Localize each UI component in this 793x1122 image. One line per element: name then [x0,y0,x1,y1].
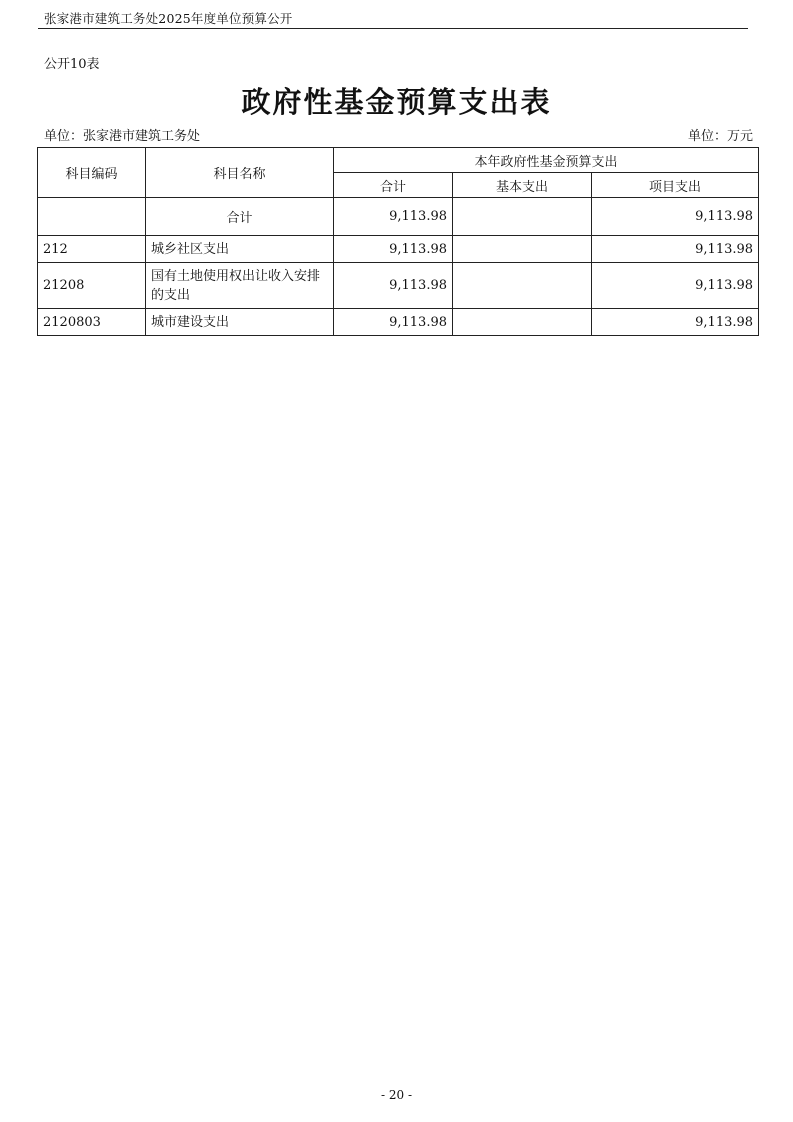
cell-total: 9,113.98 [334,198,453,236]
table-row [38,309,759,336]
page-number: - 20 - [380,1088,412,1102]
header-subject-code: 科目编码 [38,148,146,198]
cell-basic [453,263,592,309]
cell-name: 城市建设支出 [146,309,334,336]
header-basic-expenditure: 基本支出 [453,173,592,198]
cell-basic [453,198,592,236]
cell-code: 212 [38,236,146,263]
unit-currency: 单位：万元 [687,129,753,144]
cell-total: 9,113.98 [334,236,453,263]
cell-code: 21208 [38,263,146,309]
budget-table [37,147,759,336]
cell-project: 9,113.98 [592,236,759,263]
header-total: 合计 [334,173,453,198]
cell-project: 9,113.98 [592,198,759,236]
cell-project: 9,113.98 [592,309,759,336]
table-number: 公开10表 [44,57,100,72]
cell-code [38,198,146,236]
unit-organization: 单位：张家港市建筑工务处 [44,129,201,144]
table-total-row [38,198,759,236]
cell-name: 城乡社区支出 [146,236,334,263]
table-header-row [38,148,759,173]
header-divider [38,28,748,29]
header-subject-name: 科目名称 [146,148,334,198]
table-row [38,263,759,309]
cell-project: 9,113.98 [592,263,759,309]
cell-code: 2120803 [38,309,146,336]
page-title: 政府性基金预算支出表 [241,85,552,119]
running-header: 张家港市建筑工务处2025年度单位预算公开 [44,11,293,26]
table-row [38,236,759,263]
cell-basic [453,236,592,263]
cell-total: 9,113.98 [334,309,453,336]
cell-name: 合计 [146,198,334,236]
cell-total: 9,113.98 [334,263,453,309]
header-project-expenditure: 项目支出 [592,173,759,198]
header-group-expenditure: 本年政府性基金预算支出 [334,148,759,173]
cell-name: 国有土地使用权出让收入安排的支出 [146,263,334,309]
cell-basic [453,309,592,336]
